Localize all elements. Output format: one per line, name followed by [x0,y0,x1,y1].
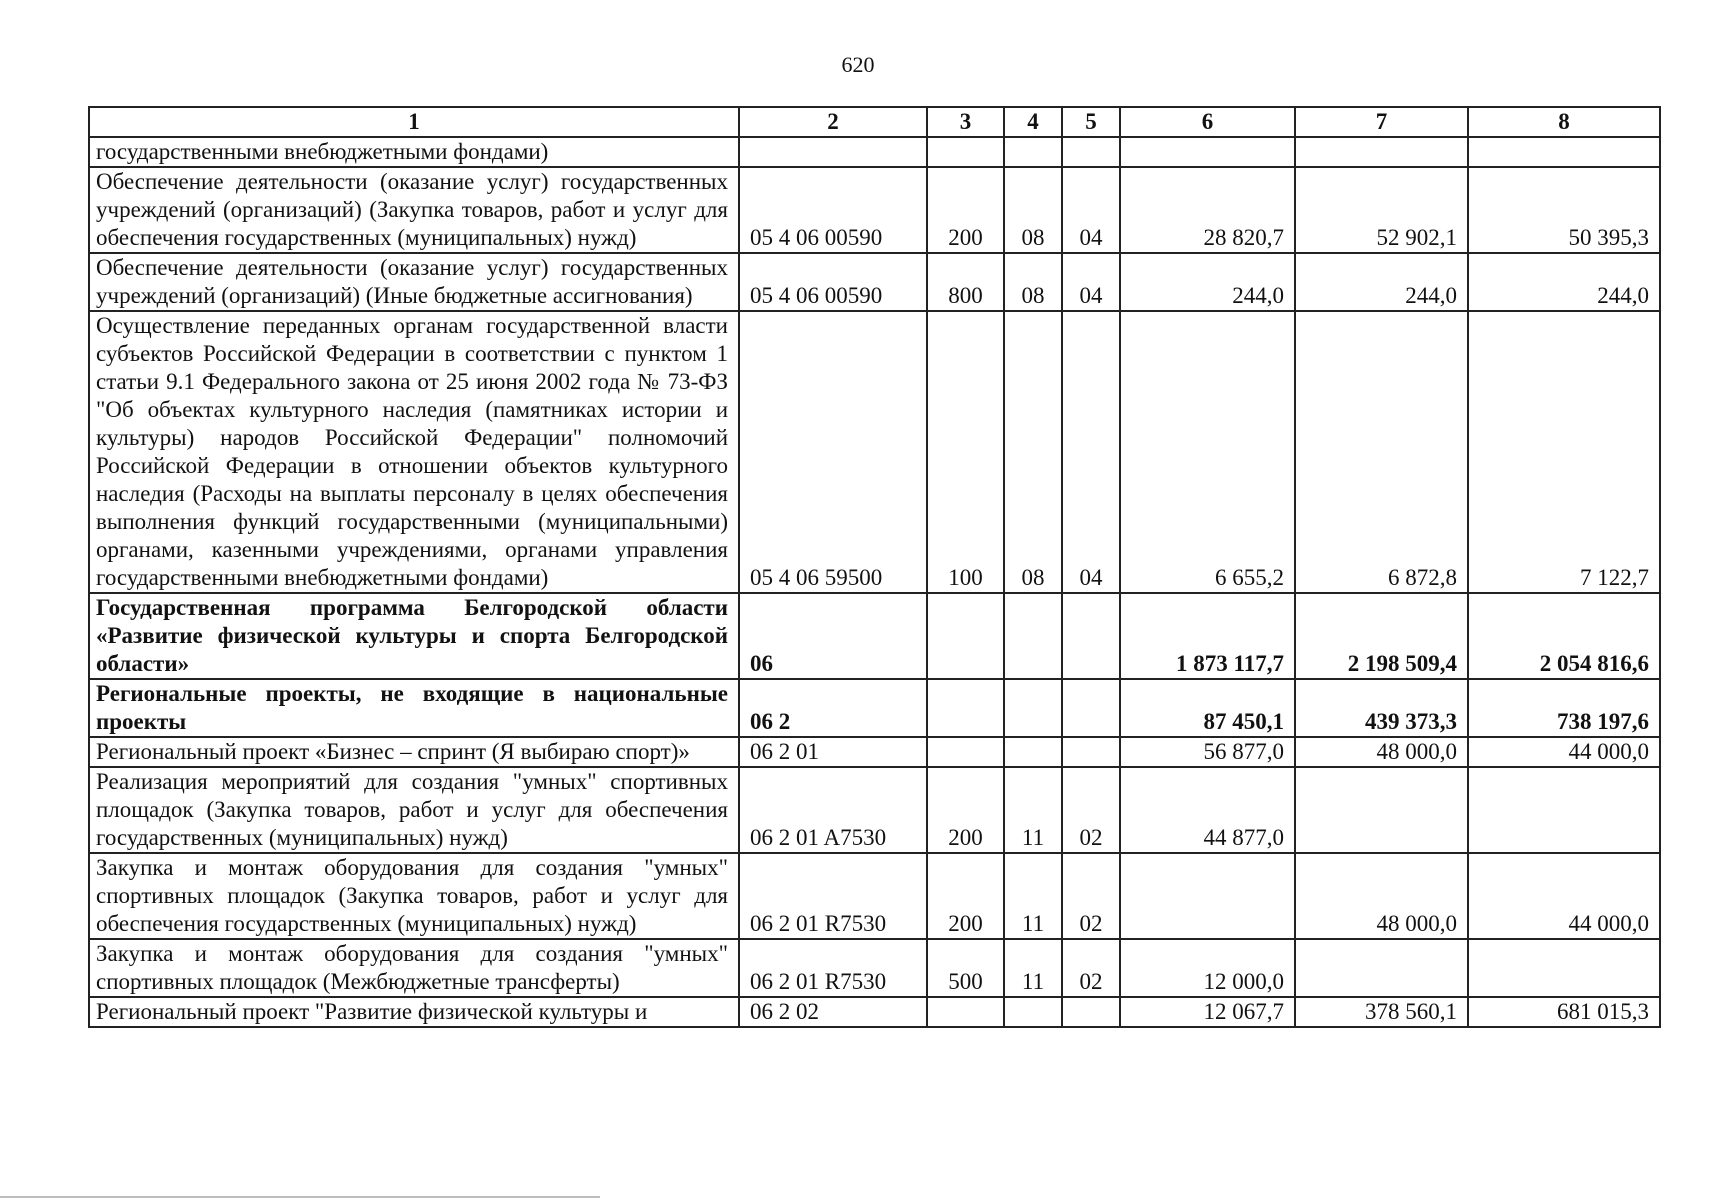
row-col-4 [1004,679,1062,737]
row-code [739,137,927,167]
row-name: государственными внебюджетными фондами) [89,137,739,167]
row-code: 06 2 01 R7530 [739,853,927,939]
row-col-5 [1062,997,1120,1027]
row-col-3: 800 [927,253,1004,311]
row-col-5 [1062,593,1120,679]
row-value-8: 7 122,7 [1468,311,1660,593]
row-code: 06 2 01 R7530 [739,939,927,997]
row-value-6: 1 873 117,7 [1120,593,1295,679]
row-code: 06 2 02 [739,997,927,1027]
budget-table [88,106,1661,1028]
page-number: 620 [841,52,875,77]
row-value-6: 56 877,0 [1120,737,1295,767]
row-value-7: 439 373,3 [1295,679,1468,737]
header-col-8: 8 [1468,107,1660,137]
row-value-7 [1295,767,1468,853]
row-name: Реализация мероприятий для создания "умных" спортивных площадок (Закупка товаров, работ и услуг для обеспечения государственных (муниципальных) нужд) [89,767,739,853]
row-name: Региональный проект «Бизнес – спринт (Я выбираю спорт)» [89,737,739,767]
row-code: 06 2 01 A7530 [739,767,927,853]
header-row [89,107,1660,137]
row-col-3: 100 [927,311,1004,593]
row-col-3: 500 [927,939,1004,997]
row-value-6 [1120,137,1295,167]
row-col-3 [927,997,1004,1027]
row-value-8: 244,0 [1468,253,1660,311]
table-row [89,137,1660,167]
row-value-8: 681 015,3 [1468,997,1660,1027]
table-row [89,737,1660,767]
table-row [89,311,1660,593]
row-col-5: 04 [1062,167,1120,253]
scan-edge-line [0,1196,600,1198]
row-value-6: 87 450,1 [1120,679,1295,737]
row-value-6 [1120,853,1295,939]
row-col-5 [1062,679,1120,737]
row-value-6: 44 877,0 [1120,767,1295,853]
row-col-5: 04 [1062,253,1120,311]
row-value-6: 244,0 [1120,253,1295,311]
row-col-3 [927,137,1004,167]
row-name: Региональный проект "Развитие физической культуры и [89,997,739,1027]
row-col-4 [1004,737,1062,767]
row-value-8: 738 197,6 [1468,679,1660,737]
header-col-3: 3 [927,107,1004,137]
table-row [89,853,1660,939]
row-value-6: 12 000,0 [1120,939,1295,997]
row-name: Обеспечение деятельности (оказание услуг) государственных учреждений (организаций) (Иные бюджетные ассигнования) [89,253,739,311]
row-col-3: 200 [927,853,1004,939]
table-row [89,167,1660,253]
header-col-5: 5 [1062,107,1120,137]
row-code: 06 [739,593,927,679]
row-value-6: 12 067,7 [1120,997,1295,1027]
row-col-3: 200 [927,167,1004,253]
table-row [89,593,1660,679]
row-col-4: 11 [1004,853,1062,939]
row-col-4: 08 [1004,253,1062,311]
row-col-4 [1004,997,1062,1027]
row-name: Закупка и монтаж оборудования для создания "умных" спортивных площадок (Межбюджетные трансферты) [89,939,739,997]
row-col-3 [927,679,1004,737]
row-col-4: 11 [1004,939,1062,997]
row-value-6: 28 820,7 [1120,167,1295,253]
header-col-1: 1 [89,107,739,137]
table-row [89,997,1660,1027]
header-col-2: 2 [739,107,927,137]
table-row [89,679,1660,737]
row-value-8: 44 000,0 [1468,853,1660,939]
row-value-8 [1468,767,1660,853]
row-col-4 [1004,137,1062,167]
row-code: 05 4 06 00590 [739,253,927,311]
row-value-7: 48 000,0 [1295,853,1468,939]
row-name: Государственная программа Белгородской области «Развитие физической культуры и спорта Белгородской области» [89,593,739,679]
row-value-7 [1295,137,1468,167]
row-value-7: 48 000,0 [1295,737,1468,767]
row-value-8 [1468,137,1660,167]
row-col-5: 02 [1062,939,1120,997]
row-col-3: 200 [927,767,1004,853]
row-code: 06 2 01 [739,737,927,767]
row-value-7: 244,0 [1295,253,1468,311]
row-value-8 [1468,939,1660,997]
row-col-4 [1004,593,1062,679]
row-value-8: 44 000,0 [1468,737,1660,767]
header-col-4: 4 [1004,107,1062,137]
row-value-7: 6 872,8 [1295,311,1468,593]
row-name: Осуществление переданных органам государственной власти субъектов Российской Федерации в соответствии с пунктом 1 статьи 9.1 Федерального закона от 25 июня 2002 года № 73-ФЗ "Об объектах культурного наследия (памятниках истории и культуры) народов Российской Федерации" полномочий Российской Федерации в отношении объектов культурного наследия (Расходы на выплаты персоналу в целях обеспечения выполнения функций государственными (муниципальными) органами, казенными учреждениями, органами управления государственными внебюджетными фондами) [89,311,739,593]
row-name: Региональные проекты, не входящие в национальные проекты [89,679,739,737]
row-value-7 [1295,939,1468,997]
row-code: 05 4 06 00590 [739,167,927,253]
row-value-7: 52 902,1 [1295,167,1468,253]
row-col-4: 08 [1004,167,1062,253]
row-col-4: 08 [1004,311,1062,593]
row-value-7: 378 560,1 [1295,997,1468,1027]
row-col-5 [1062,137,1120,167]
row-code: 05 4 06 59500 [739,311,927,593]
row-col-5: 02 [1062,767,1120,853]
table-row [89,253,1660,311]
row-code: 06 2 [739,679,927,737]
row-value-8: 50 395,3 [1468,167,1660,253]
row-col-4: 11 [1004,767,1062,853]
row-name: Закупка и монтаж оборудования для создания "умных" спортивных площадок (Закупка товаров, работ и услуг для обеспечения государственных (муниципальных) нужд) [89,853,739,939]
header-col-7: 7 [1295,107,1468,137]
table-row [89,767,1660,853]
row-value-7: 2 198 509,4 [1295,593,1468,679]
row-col-3 [927,593,1004,679]
row-col-5: 02 [1062,853,1120,939]
header-col-6: 6 [1120,107,1295,137]
row-col-5: 04 [1062,311,1120,593]
table-row [89,939,1660,997]
row-col-5 [1062,737,1120,767]
row-col-3 [927,737,1004,767]
row-name: Обеспечение деятельности (оказание услуг) государственных учреждений (организаций) (Закупка товаров, работ и услуг для обеспечения государственных (муниципальных) нужд) [89,167,739,253]
row-value-6: 6 655,2 [1120,311,1295,593]
row-value-8: 2 054 816,6 [1468,593,1660,679]
